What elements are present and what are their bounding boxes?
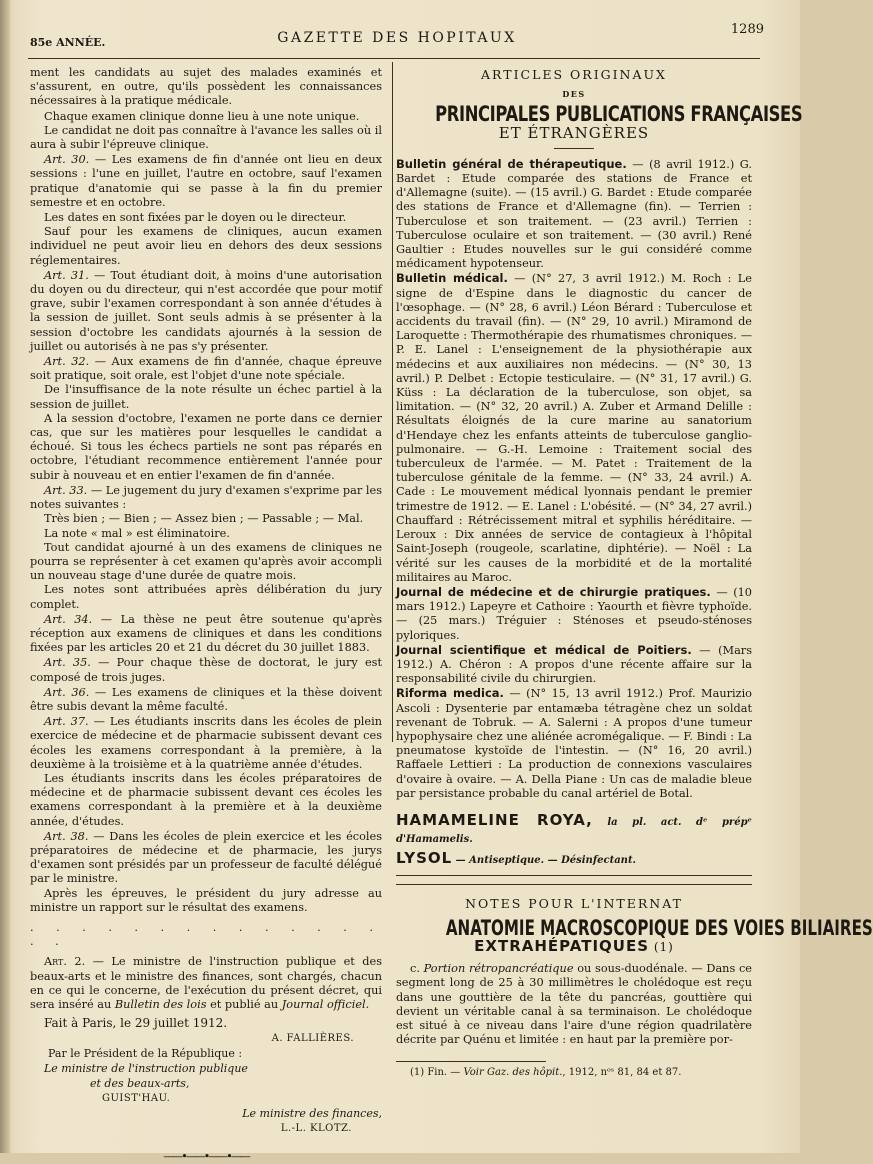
ornament-rule: ——•——•——•—— <box>163 1150 249 1164</box>
footnote <box>396 1066 752 1080</box>
ad-hamameline <box>396 810 753 847</box>
paragraph: A la session d'octobre, l'examen ne porte dans ce dernier cas, que sur les matières pour lesquelles le candidat a échoué. Si tous les échecs partiels ne sont pas réparés en octobre, l'étudiant recommence entièrement l'année pour subir à nouveau et en entier l'examen de fin d'année. <box>30 411 382 482</box>
article-label: Art. 32. <box>44 355 90 369</box>
ministre-instruction-line2: et des beaux-arts, <box>90 1077 190 1091</box>
paragraph: Le candidat ne doit pas connaître à l'avance les salles où il aura à subir l'épreuve clinique. <box>30 123 382 152</box>
paragraph: Tout candidat ajourné à un des examens de cliniques ne pourra se représenter à cet examen qu'après avoir accompli un nouveau stage d'une durée de quatre mois. <box>30 540 382 583</box>
paragraph: Les dates en sont fixées par le doyen ou le directeur. <box>44 211 347 225</box>
section-subheading: DES <box>562 89 586 100</box>
article-31 <box>30 269 382 354</box>
article-text: — Le ministre de l'instruction publique et des beaux-arts et le ministre des finances, sont chargés, chacun en ce qui le concerne, de l'exécution du présent décret, qui sera inséré au <box>30 955 382 1011</box>
article-text: Bulletin des lois <box>114 998 207 1011</box>
signature-klotz: L.-L. KLOTZ. <box>280 1123 352 1135</box>
article-text: — Tout étudiant doit, à moins d'une autorisation du doyen ou du directeur, qui n'est accordée que pour motif grave, subir l'examen correspondant à son année d'études à la session de juillet. Sont seuls admis à se présenter à la session d'octobre les candidats ajournés à la session de juillet ou autorisés à ne pas s'y présenter. <box>30 268 383 353</box>
article-label: Art. 33. <box>44 483 88 497</box>
journal-entries: — (N° 27, 3 avril 1912.) M. Roch : Le signe de d'Espine dans le diagnostic du cancer de l'œsophage. — (N° 28, 6 avril.) Léon Bérard : Tuberculose et accidents du travail (fin). — (N° 29, 10 avril.) Miramond de Laroquette : Thermothérapie des rhumatismes chroniques. — P. E. Lanel : L'enseignement de la physiothérapie aux médecins et aux auxiliaires non médecins. — (N° 30, 13 avril.) P. Delbet : Ectopie testiculaire. — (N° 31, 17 avril.) G. Küss : La déclaration de la tuberculose, son objet, sa limitation. — (N° 32, 20 avril.) A. Zuber et Armand Delille : Résultats éloignés de la cure marine au sanatorium d'Hendaye chez les enfants atteints de tuberculose ganglio-pulmonaire. — G.-H. Lemoine : Traitement social des tuberculeux de l'armée. — M. Patet : Traitement de la tuberculose génitale de la femme. — (N° 33, 24 avril.) A. Cade : Le mouvement médical lyonnais pendant le premier trimestre de 1912. — E. Lanel : L'obésité. — (N° 34, 27 avril.) Chauffard : Rétrécissement mitral et syphilis héréditaire. — Leroux : Dix années de service de contagieux à l'hôpital Saint-Joseph (rougeole, scarlatine, diphtérie). — Noël : La vérité sur les causes de la morbidité et de la mortalité militaires au Maroc. <box>396 272 752 584</box>
paragraph: ment les candidats au sujet des malades examinés et s'assurent, en outre, qu'ils possèdent les connaissances nécessaires à la pratique médicale. <box>30 66 382 108</box>
par-le-president: Par le Président de la République : <box>48 1047 243 1061</box>
article-label: Art. 35. <box>44 656 91 670</box>
bulletin-medical <box>396 271 752 584</box>
article-text: — Dans les écoles de plein exercice et les écoles préparatoires de médecine et de pharmacie, les jurys d'examen sont présidés par un professeur de faculté délégué par le ministre. <box>30 829 382 886</box>
item-title: Portion rétropancréatique <box>423 962 574 976</box>
journal-name: Bulletin médical. <box>396 271 508 286</box>
ministre-instruction-line1: Le ministre de l'instruction publique <box>44 1062 248 1076</box>
article-text: — Les étudiants inscrits dans les écoles de plein exercice de médecine et de pharmacie subissent devant ces écoles les examens correspondant à la première, à la deuxième à la troisième et à la quatrième année d'études. <box>30 715 382 771</box>
footnote-rule <box>396 1061 546 1062</box>
footnote-text: , 1912, nᵒˢ 81, 84 et 87. <box>562 1067 682 1079</box>
year-label: 85e ANNÉE. <box>30 36 106 49</box>
notes-internat-heading: NOTES POUR L'INTERNAT <box>465 895 683 911</box>
ad-brand: LYSOL <box>396 849 453 868</box>
journal-name: Journal scientifique et médical de Poitiers. <box>396 642 692 657</box>
left-column <box>30 66 382 1164</box>
item-text: ou sous-duodénale. — Dans ce segment long de 25 à 30 millimètres le cholédoque est reçu dans une gouttière de la tête du pancréas, gouttière qui devient un véritable canal à sa terminaison. Le cholédoque est situé à ce niveau dans l'aire d'une région quadrilatère décrite par Quénu et limitée : en haut par la première por- <box>396 962 752 1047</box>
article-35 <box>30 656 382 684</box>
paragraph: Sauf pour les examens de cliniques, aucun examen individuel ne peut avoir lieu en dehors des deux sessions réglementaires. <box>30 225 382 267</box>
footnote-text: Voir Gaz. des hôpit. <box>463 1067 563 1079</box>
journal-name: Bulletin général de thérapeutique. <box>396 156 627 171</box>
article-text: — La thèse ne peut être soutenue qu'après réception aux examens de cliniques et dans les conditions fixées par les articles 20 et 21 du décret du 30 juillet 1883. <box>30 612 382 655</box>
article-37 <box>30 715 382 772</box>
article-36 <box>30 686 382 714</box>
journal-entries: — (N° 15, 13 avril 1912.) Prof. Maurizio Ascoli : Dysenterie par entamæba tétragène chez un soldat revenant de Tobruk. — A. Salerni : A propos d'une tumeur hypophysaire chez une aliénée acromégalique. — F. Bindi : La pneumatose kystoïde de l'intestin. — (N° 16, 20 avril.) Raffaele Lettieri : La production de connexions vasculaires d'ovaire à ovaire. — A. Della Piane : Un cas de maladie bleue par persistance probable du canal artériel de Botal. <box>396 687 752 800</box>
paragraph: De l'insuffisance de la note résulte un échec partiel à la session de juillet. <box>30 383 382 411</box>
article-32 <box>30 355 382 383</box>
journal-entries: — (Mars 1912.) A. Chéron : A propos d'une récente affaire sur la responsabilité civile du chirurgien. <box>396 643 752 686</box>
article-text: — Pour chaque thèse de doctorat, le jury est composé de trois juges. <box>30 656 383 684</box>
article-label: Art. 30. <box>44 153 90 167</box>
page-header <box>30 22 764 52</box>
anatomie-title: ANATOMIE MACROSCOPIQUE DES VOIES BILIAIRES <box>445 915 873 940</box>
article-label: Art. 38. <box>44 829 89 843</box>
ad-lysol <box>396 851 752 875</box>
journal-name: Riforma medica. <box>396 686 504 701</box>
signature-guisthau: GUIST'HAU. <box>102 1093 171 1105</box>
paragraph: Après les épreuves, le président du jury adresse au ministre un rapport sur le résultat des examens. <box>30 886 382 914</box>
ellipsis-separator: . . . . . . . . . . . . . . . . <box>30 920 382 949</box>
journal-poitiers <box>396 643 752 687</box>
article-label: Art. 34. <box>44 612 93 626</box>
article-30 <box>30 153 382 210</box>
section-rule <box>396 884 752 885</box>
article-label: Art. 37. <box>44 715 89 729</box>
ad-tagline: — Antiseptique. — Désinfectant. <box>452 855 637 867</box>
right-column <box>396 66 873 1081</box>
ministre-finances: Le ministre des finances, <box>242 1107 382 1121</box>
decree-date: Fait à Paris, le 29 juillet 1912. <box>44 1016 228 1031</box>
item-label: c. <box>410 962 424 976</box>
journal-medecine-chirurgie <box>396 585 752 643</box>
bulletin-therapeutique <box>396 157 752 272</box>
article-label: Art. 36. <box>44 685 90 699</box>
journal-title: GAZETTE DES HOPITAUX <box>277 30 517 46</box>
column-divider <box>392 62 393 742</box>
article-text: — Le jugement du jury d'examen s'exprime par les notes suivantes : <box>30 483 382 512</box>
journal-entries: — (8 avril 1912.) G. Bardet : Etude comparée des stations de France et d'Allemagne (suite). — (15 avril.) G. Bardet : Etude comparée des stations de France et d'Allemagne (fin). — Terrien : Tuberculose et son traitement. — (23 avril.) Terrien : Tuberculose oculaire et son traitement. — (30 avril.) René Gaultier : Etudes nouvelles sur le gui considéré comme médicament hypotenseur. <box>396 157 752 271</box>
article-text: Journal officiel. <box>281 998 370 1011</box>
page-spine <box>0 0 10 1153</box>
principales-title: PRINCIPALES PUBLICATIONS FRANÇAISES <box>435 102 803 127</box>
article-text: — Les examens de cliniques et la thèse doivent être subis devant la même faculté. <box>30 685 382 713</box>
article-text: — Les examens de fin d'année ont lieu en deux sessions : l'une en juillet, l'autre en octobre, sauf l'examen pratique d'anatomie qui se passe à la fin du premier semestre et en octobre. <box>30 153 382 209</box>
signature-block <box>30 1016 382 1136</box>
extrahepatiques-title <box>396 936 752 955</box>
extra-title-text: EXTRAHÉPATIQUES <box>474 936 650 955</box>
article-label: Art. 2. <box>44 955 86 969</box>
ad-tagline: la pl. act. dᵉ prépᵉ d'Hamamelis. <box>396 816 753 846</box>
paragraph: Très bien ; — Bien ; — Assez bien ; — Passable ; — Mal. <box>44 512 364 526</box>
article-label: Art. 31. <box>44 268 89 282</box>
footnote-text: (1) Fin. — <box>410 1067 464 1079</box>
section-heading: ARTICLES ORIGINAUX <box>481 67 667 82</box>
portion-retropancreatique <box>396 962 752 1047</box>
article-38 <box>30 830 382 887</box>
riforma-medica <box>396 686 752 801</box>
ad-brand: HAMAMELINE ROYA, <box>396 810 593 829</box>
article-text: et publié au <box>206 998 282 1011</box>
short-rule <box>554 148 594 149</box>
paragraph: Chaque examen clinique donne lieu à une note unique. <box>44 109 360 123</box>
page-number: 1289 <box>730 22 764 37</box>
paragraph: Les étudiants inscrits dans les écoles préparatoires de médecine et de pharmacie subissent devant ces écoles les examens correspondant à la première et à la deuxième année, d'études. <box>30 771 382 828</box>
journal-entries: — (10 mars 1912.) Lapeyre et Cathoire : Yaourth et fièvre typhoïde. — (25 mars.) Tréguier : Sténoses et pseudo-sténoses pyloriques. <box>396 585 752 642</box>
paragraph: La note « mal » est éliminatoire. <box>44 526 230 540</box>
journal-name: Journal de médecine et de chirurgie pratiques. <box>396 584 711 599</box>
paragraph: Les notes sont attribuées après délibération du jury complet. <box>30 583 382 611</box>
header-rule <box>28 58 760 59</box>
article-33 <box>30 484 382 512</box>
article-2 <box>30 955 382 1012</box>
article-34 <box>30 613 382 656</box>
etrangeres-title: ET ÉTRANGÈRES <box>498 123 650 142</box>
article-text: — Aux examens de fin d'année, chaque épreuve soit pratique, soit orale, est l'objet d'une note spéciale. <box>30 355 382 383</box>
signature-fallieres: A. FALLIÈRES. <box>271 1033 354 1045</box>
footnote-ref: (1) <box>649 939 674 954</box>
